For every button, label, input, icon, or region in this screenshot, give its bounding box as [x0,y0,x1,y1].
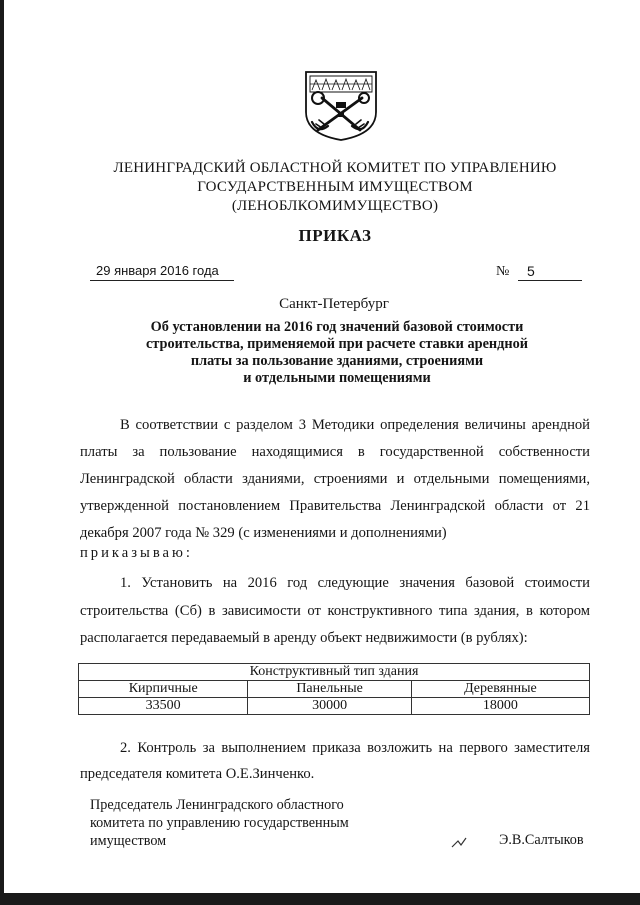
base-cost-table [78,663,590,715]
subject-line-1: Об установлении на 2016 год значений базовой стоимости [150,319,524,335]
table-header-panel: Панельные [248,681,411,698]
signatory-title-line-3: имуществом [90,833,167,849]
number-sign: № [496,264,510,279]
signatory-name: Э.В.Салтыков [499,832,584,848]
signature-mark [450,835,474,849]
city: Санкт-Петербург [279,296,389,312]
signatory-title [90,796,349,850]
table-value-wood: 18000 [411,698,589,715]
coat-of-arms-emblem [298,68,384,142]
order-date: 29 января 2016 года [90,262,234,281]
scan-edge-bottom [0,893,640,905]
table-value-brick: 33500 [79,698,248,715]
subject-line-4: и отдельными помещениями [243,370,431,386]
org-name-line-2: ГОСУДАРСТВЕННЫМ ИМУЩЕСТВОМ [197,179,473,195]
subject-line-3: платы за пользование зданиями, строениями [190,353,484,369]
table-header-wood: Деревянные [411,681,589,698]
table-value-panel: 30000 [248,698,411,715]
subject-line-2: строительства, применяемой при расчете ставки арендной [145,336,529,352]
signatory-title-line-1: Председатель Ленинградского областного [90,797,344,813]
table-title: Конструктивный тип здания [79,664,590,681]
preamble-paragraph: В соответствии с разделом 3 Методики определения величины арендной платы за пользование находящимися в государственной собственности Ленинградской области зданиями, строениями и отдельными помещениями, утвержденной постановлением Правительства Ленинградской области от 21 декабря 2007 года № 329 (с изменениями и дополнениями) [80,417,590,541]
table-header-brick: Кирпичные [79,681,248,698]
item-1-paragraph: 1. Установить на 2016 год следующие значения базовой стоимости строительства (Сб) в зависимости от конструктивного типа здания, в котором располагается передаваемый в аренду объект недвижимости (в рублях): [80,575,590,646]
org-name-line-3: (ЛЕНОБЛКОМИМУЩЕСТВО) [231,198,439,214]
order-number: 5 [518,262,582,281]
item-2-paragraph: 2. Контроль за выполнением приказа возложить на первого заместителя председателя комитета О.Е.Зинченко. [80,740,590,782]
org-name-line-1: ЛЕНИНГРАДСКИЙ ОБЛАСТНОЙ КОМИТЕТ ПО УПРАВЛЕНИЮ [113,160,557,176]
order-subject [0,319,640,387]
order-word: приказываю: [80,545,193,561]
signatory-title-line-2: комитета по управлению государственным [90,815,349,831]
doc-type-title: ПРИКАЗ [298,226,372,245]
scan-edge-left [0,0,4,905]
